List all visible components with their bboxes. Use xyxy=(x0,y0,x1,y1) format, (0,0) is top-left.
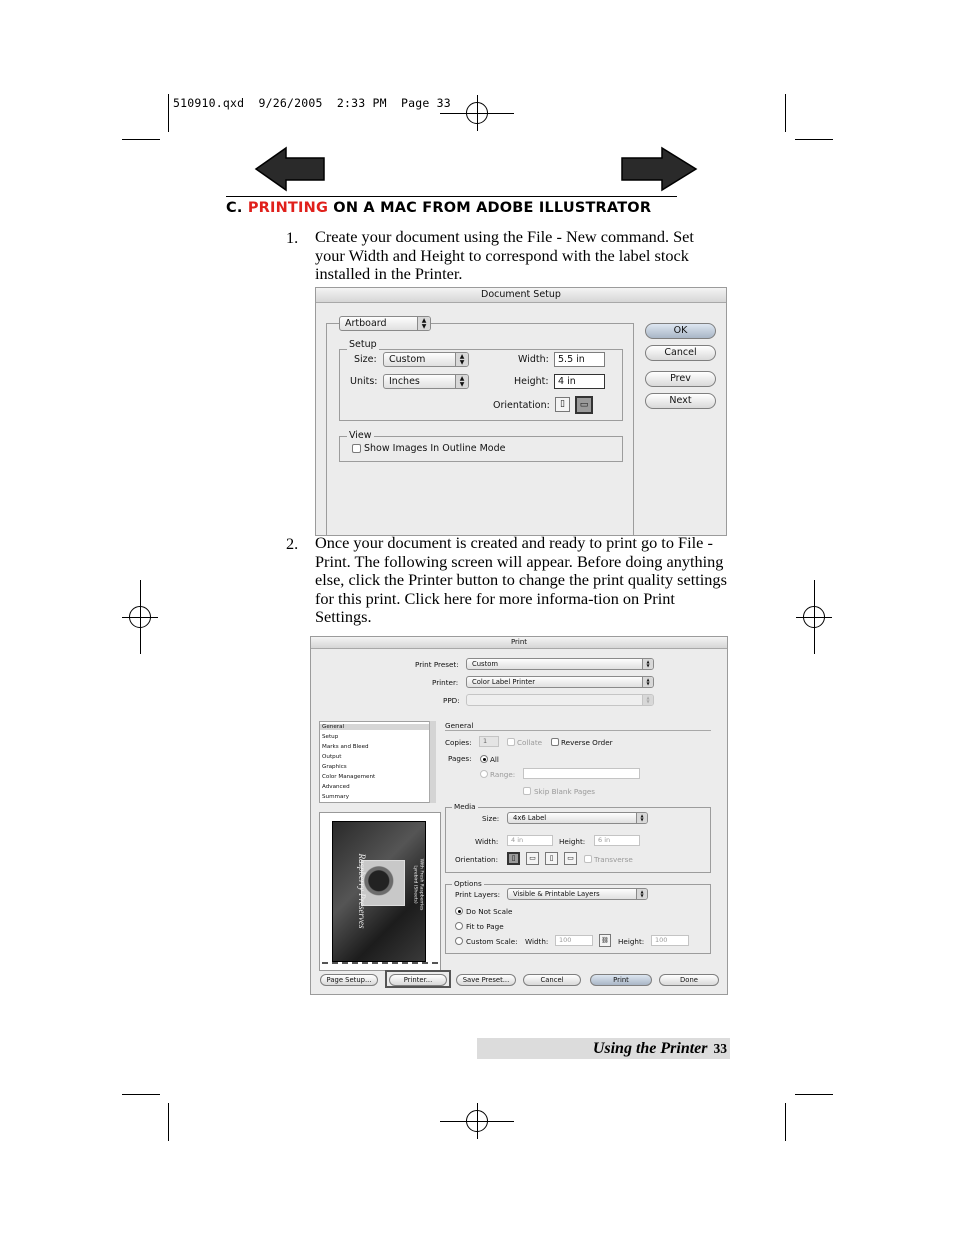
media-orientation-label: Orientation: xyxy=(455,855,498,864)
transverse-label: Transverse xyxy=(594,855,633,864)
pages-range-label: Range: xyxy=(490,770,516,779)
width-label: Width: xyxy=(518,354,549,365)
ppd-popup[interactable] xyxy=(466,694,654,706)
category-item[interactable]: Output xyxy=(322,754,342,760)
scale-link-button[interactable] xyxy=(599,934,611,947)
crop-mark xyxy=(168,1103,169,1141)
crop-mark xyxy=(168,94,169,132)
category-item[interactable]: Setup xyxy=(322,734,339,740)
list-scrollbar[interactable] xyxy=(429,721,436,803)
cancel-button[interactable]: Cancel xyxy=(523,974,581,986)
category-item[interactable]: Color Management xyxy=(322,774,376,780)
landscape-icon: ▭ xyxy=(529,854,536,862)
registration-mark xyxy=(129,606,151,628)
registration-mark xyxy=(466,1110,488,1132)
orientation-portrait-flipped-button[interactable] xyxy=(545,852,558,865)
document-setup-dialog xyxy=(315,287,727,536)
chevron-updown-icon: ▲ ▼ xyxy=(636,813,647,823)
printer-popup[interactable] xyxy=(466,676,654,688)
show-images-label: Show Images In Outline Mode xyxy=(364,443,506,454)
reverse-order-label: Reverse Order xyxy=(561,738,613,747)
skip-blank-label: Skip Blank Pages xyxy=(534,787,596,796)
chevron-updown-icon: ▲ ▼ xyxy=(636,889,647,899)
category-item[interactable]: Graphics xyxy=(322,764,347,770)
preview-dash-line xyxy=(322,962,438,964)
save-preset-button[interactable]: Save Preset... xyxy=(456,974,516,986)
general-legend: General xyxy=(445,721,474,730)
media-size-label: Size: xyxy=(482,814,500,823)
print-layers-label: Print Layers: xyxy=(455,890,501,899)
units-popup-value: Inches xyxy=(389,376,420,387)
portrait-icon: ▯ xyxy=(560,399,565,409)
heading-rule xyxy=(226,196,677,197)
crop-mark xyxy=(795,1094,833,1095)
prev-page-button[interactable] xyxy=(254,146,326,192)
next-page-button[interactable] xyxy=(620,146,698,192)
preview-side-text-2: With Fresh Raspberries xyxy=(418,858,424,911)
media-size-popup[interactable] xyxy=(507,812,648,824)
print-layers-popup[interactable] xyxy=(507,888,648,900)
done-button[interactable]: Done xyxy=(659,974,719,986)
category-item[interactable]: General xyxy=(320,724,431,730)
chevron-updown-icon: ▲ ▼ xyxy=(642,695,653,705)
dialog-title: Document Setup xyxy=(316,288,726,303)
landscape-icon: ▭ xyxy=(579,400,589,410)
show-images-checkbox[interactable] xyxy=(352,444,361,453)
preview-script-text: Raspberry Preserves xyxy=(357,853,367,929)
custom-scale-label: Custom Scale: xyxy=(466,937,518,946)
height-field[interactable]: 4 in xyxy=(554,374,605,389)
preview-side-text-1: Lyrebird (Sheets) xyxy=(412,865,418,904)
size-label: Size: xyxy=(354,354,377,365)
heading-highlight: PRINTING xyxy=(247,200,329,216)
chevron-updown-icon: ▲ ▼ xyxy=(455,353,468,366)
category-item[interactable]: Marks and Bleed xyxy=(322,744,369,750)
step-text: Once your document is created and ready to print go to File - Print. The following screen will appear. Before doing anything else, click the Printer button to change the print quality settings for this print. Click here for more informa-tion on Print Settings. xyxy=(315,533,727,627)
print-preset-value: Custom xyxy=(472,660,499,668)
category-item[interactable]: Advanced xyxy=(322,784,350,790)
pages-all-radio[interactable] xyxy=(480,755,488,763)
portrait-orientation-button[interactable] xyxy=(555,397,570,412)
pages-range-radio[interactable] xyxy=(480,770,488,778)
collate-checkbox[interactable] xyxy=(507,738,515,746)
step-number: 2. xyxy=(286,534,299,553)
artboard-popup-value: Artboard xyxy=(345,318,387,329)
step-number: 1. xyxy=(286,228,299,247)
footer-label: Using the Printer xyxy=(592,1040,708,1057)
size-popup[interactable] xyxy=(383,352,469,367)
printer-value: Color Label Printer xyxy=(472,678,536,686)
ppd-label: PPD: xyxy=(443,696,460,705)
crop-mark xyxy=(785,1103,786,1141)
right-arrow-icon xyxy=(620,146,698,192)
crop-mark xyxy=(785,94,786,132)
scale-width-label: Width: xyxy=(525,937,549,946)
size-popup-value: Custom xyxy=(389,354,426,365)
fit-to-page-radio[interactable] xyxy=(455,922,463,930)
heading-rest: ON A MAC FROM ADOBE ILLUSTRATOR xyxy=(328,200,652,216)
orientation-landscape-flipped-button[interactable] xyxy=(564,852,577,865)
do-not-scale-radio[interactable] xyxy=(455,907,463,915)
width-field[interactable]: 5.5 in xyxy=(554,352,605,367)
orientation-portrait-button[interactable] xyxy=(507,852,520,865)
media-size-value: 4x6 Label xyxy=(513,814,547,822)
units-label: Units: xyxy=(350,376,378,387)
registration-mark xyxy=(803,606,825,628)
crop-mark xyxy=(122,139,160,140)
link-icon: ⛓ xyxy=(601,937,609,944)
landscape-orientation-button[interactable] xyxy=(575,396,593,414)
cancel-button[interactable]: Cancel xyxy=(645,345,716,361)
chevron-updown-icon: ▲ ▼ xyxy=(455,375,468,388)
pages-label: Pages: xyxy=(448,754,472,763)
page-setup-button[interactable]: Page Setup... xyxy=(320,974,378,986)
preview-label-image xyxy=(332,821,426,962)
portrait-flipped-icon: ▯ xyxy=(549,854,554,862)
chevron-updown-icon: ▲ ▼ xyxy=(642,659,653,669)
view-legend: View xyxy=(349,430,372,441)
copies-field[interactable]: 1 xyxy=(479,736,499,747)
media-width-label: Width: xyxy=(475,837,499,846)
collate-label: Collate xyxy=(517,738,543,747)
printer-label: Printer: xyxy=(432,678,459,687)
do-not-scale-label: Do Not Scale xyxy=(466,907,513,916)
reverse-order-checkbox[interactable] xyxy=(551,738,559,746)
next-button[interactable]: Next xyxy=(645,393,716,409)
slug-line: 510910.qxd 9/26/2005 2:33 PM Page 33 xyxy=(173,96,451,110)
copies-label: Copies: xyxy=(445,738,472,747)
crop-mark xyxy=(122,1094,160,1095)
category-item[interactable]: Summary xyxy=(322,794,350,800)
print-preset-popup[interactable] xyxy=(466,658,654,670)
pages-range-field[interactable] xyxy=(523,768,640,779)
media-width-field[interactable]: 4 in xyxy=(507,835,553,846)
scale-width-field[interactable]: 100 xyxy=(555,935,593,946)
fit-to-page-label: Fit to Page xyxy=(466,922,504,931)
print-dialog xyxy=(310,636,728,995)
ok-button[interactable]: OK xyxy=(645,323,716,339)
skip-blank-checkbox[interactable] xyxy=(523,787,531,795)
general-rule xyxy=(445,730,711,731)
orientation-landscape-button[interactable] xyxy=(526,852,539,865)
step-text: Create your document using the File - New command. Set your Width and Height to correspond with the label stock installed in the Printer. xyxy=(315,227,694,284)
scale-height-field[interactable]: 100 xyxy=(651,935,689,946)
page-number: 33 xyxy=(713,1041,727,1056)
portrait-icon: ▯ xyxy=(511,854,516,862)
preview-photo xyxy=(361,860,405,906)
chevron-updown-icon: ▲ ▼ xyxy=(642,677,653,687)
prev-button[interactable]: Prev xyxy=(645,371,716,387)
transverse-checkbox[interactable] xyxy=(584,855,592,863)
scale-height-label: Height: xyxy=(618,937,645,946)
dialog-title: Print xyxy=(311,637,727,649)
chevron-updown-icon: ▲ ▼ xyxy=(417,317,430,330)
print-preview xyxy=(319,812,441,971)
media-height-label: Height: xyxy=(559,837,586,846)
media-legend: Media xyxy=(454,802,476,811)
left-arrow-icon xyxy=(254,146,326,192)
registration-mark xyxy=(466,102,488,124)
print-preset-label: Print Preset: xyxy=(415,660,459,669)
orientation-label: Orientation: xyxy=(493,400,550,411)
print-layers-value: Visible & Printable Layers xyxy=(513,890,600,898)
options-legend: Options xyxy=(454,879,482,888)
crop-mark xyxy=(795,139,833,140)
printer-button[interactable]: Printer... xyxy=(389,974,447,986)
media-height-field[interactable]: 6 in xyxy=(594,835,640,846)
page-footer xyxy=(477,1038,727,1059)
units-popup[interactable] xyxy=(383,374,469,389)
pages-all-label: All xyxy=(490,755,499,764)
heading-prefix: C. xyxy=(226,200,248,216)
setup-legend: Setup xyxy=(349,339,377,350)
artboard-popup[interactable] xyxy=(339,316,431,331)
height-label: Height: xyxy=(514,376,549,387)
section-heading xyxy=(226,200,651,216)
landscape-flipped-icon: ▭ xyxy=(567,854,574,862)
custom-scale-radio[interactable] xyxy=(455,937,463,945)
print-button[interactable]: Print xyxy=(590,974,652,986)
print-category-list xyxy=(319,721,432,803)
